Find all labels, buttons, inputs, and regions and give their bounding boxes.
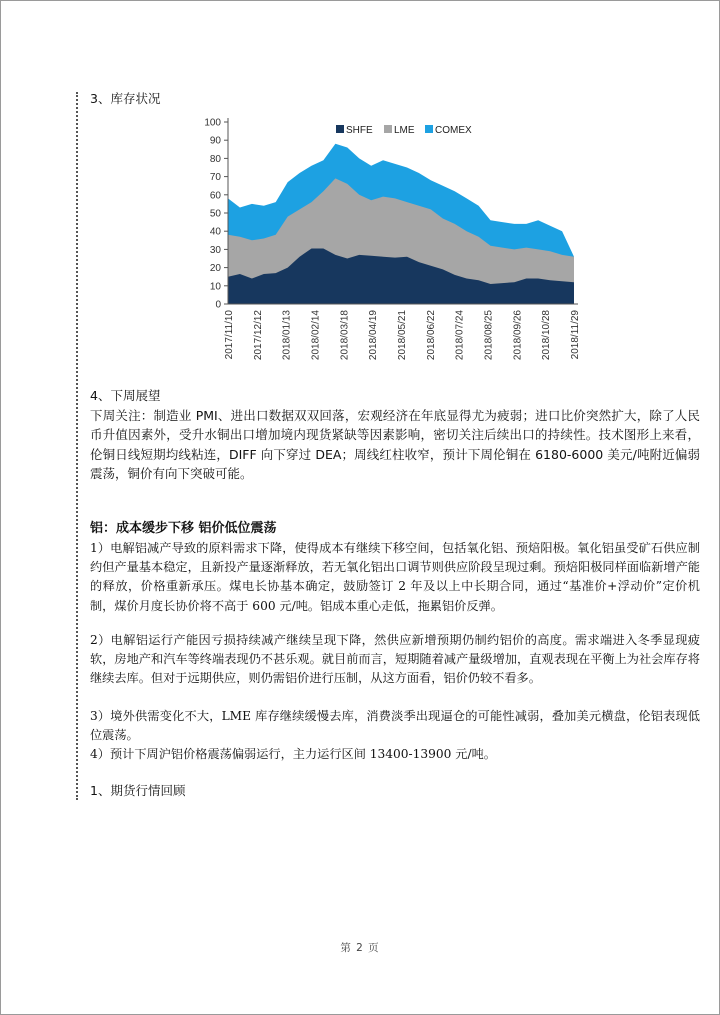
margin-rule xyxy=(76,92,78,800)
section-4-title: 4、下周展望 xyxy=(90,388,161,403)
legend-label-shfe: SHFE xyxy=(346,125,373,136)
inventory-chart-svg xyxy=(196,112,588,382)
aluminum-title: 铝：成本缓步下移 铝价低位震荡 xyxy=(90,521,277,536)
x-tick-label: 2018/11/29 xyxy=(570,310,581,360)
x-tick-label: 2018/03/18 xyxy=(339,310,351,361)
legend-swatch-comex xyxy=(425,125,433,133)
x-tick-label: 2018/01/13 xyxy=(281,310,293,361)
aluminum-point-4: 4）预计下周沪铝价格震荡偏弱运行，主力运行区间 13400-13900 元/吨。 xyxy=(90,747,496,761)
y-tick-label: 70 xyxy=(209,172,221,184)
aluminum-point-1: 1）电解铝减产导致的原料需求下降，使得成本有继续下移空间，包括氧化铝、预焙阳极。氧化铝虽受矿石供应制约但产量基本稳定，且新投产量逐渐释放，若无氧化铝出口调节则供应阶段呈现过剩。预焙阳极同样面临新增产能的释放，价格重新承压。煤电长协基本确定，鼓励签订 2 年及以上中长期合同，通过“基准价+浮动价”定价机制，煤价月度长协价将不高于 600 元/吨。铝成本重心走低，拖累铝价反弹。 xyxy=(90,541,700,613)
x-tick-label: 2018/09/26 xyxy=(512,310,524,361)
legend-label-lme: LME xyxy=(394,125,415,136)
y-tick-label: 90 xyxy=(209,135,221,147)
x-tick-label: 2018/06/22 xyxy=(425,310,437,361)
x-tick-label: 2017/12/12 xyxy=(252,310,264,361)
y-tick-label: 10 xyxy=(209,281,221,293)
section-1-title: 1、期货行情回顾 xyxy=(90,783,186,798)
y-tick-label: 80 xyxy=(209,153,221,165)
x-tick-label: 2018/10/28 xyxy=(541,310,553,361)
inventory-chart xyxy=(196,112,588,382)
x-tick-label: 2018/07/24 xyxy=(454,310,466,361)
x-tick-label: 2018/02/14 xyxy=(310,310,322,361)
page-footer: 第 2 页 xyxy=(340,942,380,954)
x-tick-label: 2018/04/19 xyxy=(368,310,380,361)
y-tick-label: 30 xyxy=(209,244,221,256)
y-tick-label: 100 xyxy=(204,117,221,129)
aluminum-point-2: 2）电解铝运行产能因亏损持续减产继续呈现下降，然供应新增预期仍制约铝价的高度。需求端进入冬季显现疲软，房地产和汽车等终端表现仍不甚乐观。就目前而言，短期随着减产量级增加，直观表现在平衡上为社会库存将继续去库。但对于远期供应，则仍需铝价进行压制，从这方面看，铝价仍较不看多。 xyxy=(90,633,700,686)
outlook-paragraph: 下周关注：制造业 PMI、进出口数据双双回落，宏观经济在年底显得尤为疲弱；进口比价突然扩大，除了人民币升值因素外，受升水铜出口增加境内现货紧缺等因素影响，密切关注后续出口的持续性。技术图形上来看，伦铜日线短期均线粘连，DIFF 向下穿过 DEA；周线红柱收窄，预计下周伦铜在 6180-6000 美元/吨附近偏弱震荡，铜价有向下突破可能。 xyxy=(90,408,700,482)
legend-swatch-shfe xyxy=(336,125,344,133)
legend-label-comex: COMEX xyxy=(435,125,472,136)
y-tick-label: 60 xyxy=(209,190,221,202)
aluminum-point-3: 3）境外供需变化不大，LME 库存继续缓慢去库，消费淡季出现逼仓的可能性减弱，叠加美元横盘，伦铝表现低位震荡。 xyxy=(90,709,700,743)
y-tick-label: 20 xyxy=(209,263,221,275)
y-tick-label: 40 xyxy=(209,226,221,238)
section-3-title: 3、库存状况 xyxy=(90,91,161,106)
x-tick-label: 2018/08/25 xyxy=(483,310,495,361)
y-tick-label: 50 xyxy=(209,208,221,220)
y-tick-label: 0 xyxy=(215,299,221,311)
legend-swatch-lme xyxy=(384,125,392,133)
x-tick-label: 2017/11/10 xyxy=(224,310,235,360)
x-tick-label: 2018/05/21 xyxy=(397,310,408,361)
